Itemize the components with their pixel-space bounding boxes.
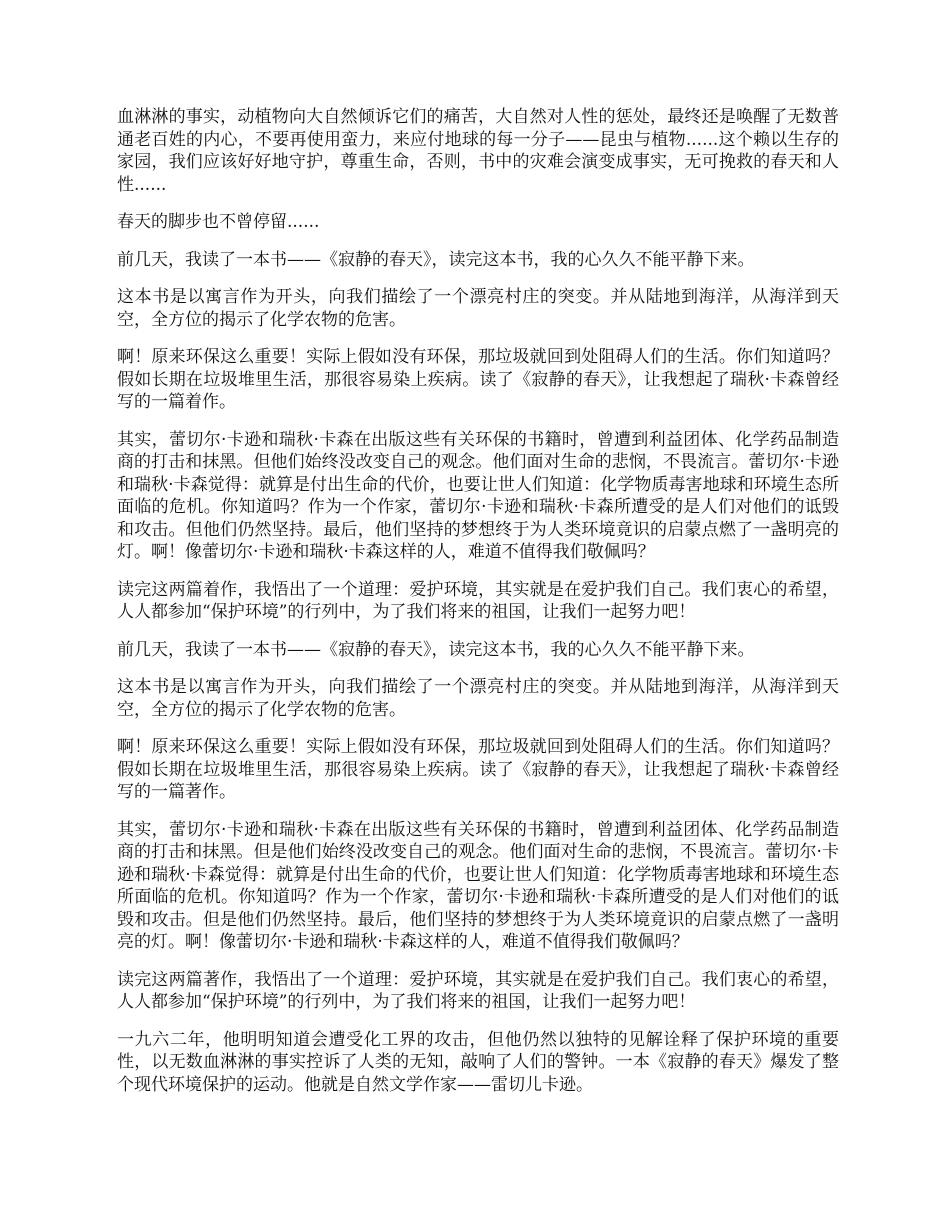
paragraph-4: 这本书是以寓言作为开头，向我们描绘了一个漂亮村庄的突变。并从陆地到海洋，从海洋到天空，全方位的揭示了化学农物的危害。 xyxy=(117,287,839,330)
paragraph-5: 啊！原来环保这么重要！实际上假如没有环保，那垃圾就回到处阻碍人们的生活。你们知道吗？假如长期在垃圾堆里生活，那很容易染上疾病。读了《寂静的春天》，让我想起了瑞秋·卡森曾经写的一篇着作。 xyxy=(117,347,839,412)
paragraph-7: 读完这两篇着作，我悟出了一个道理：爱护环境，其实就是在爱护我们自己。我们衷心的希望，人人都参加“保护环境”的行列中，为了我们将来的祖国，让我们一起努力吧！ xyxy=(117,579,839,622)
paragraph-8: 前几天，我读了一本书——《寂静的春天》，读完这本书，我的心久久不能平静下来。 xyxy=(117,639,755,660)
document-body xyxy=(117,106,839,1111)
paragraph-6: 其实，蕾切尔·卡逊和瑞秋·卡森在出版这些有关环保的书籍时，曾遭到利益团体、化学药品制造商的打击和抹黑。但他们始终没改变自己的观念。他们面对生命的悲悯，不畏流言。蕾切尔·卡逊和瑞秋·卡森觉得：就算是付出生命的代价，也要让世人们知道：化学物质毒害地球和环境生态所面临的危机。你知道吗？作为一个作家，蕾切尔·卡逊和瑞秋·卡森所遭受的是人们对他们的诋毁和攻击。但他们仍然坚持。最后，他们坚持的梦想终于为人类环境竟识的启蒙点燃了一盏明亮的灯。啊！像蕾切尔·卡逊和瑞秋·卡森这样的人，难道不值得我们敬佩吗？ xyxy=(117,429,839,562)
paragraph-13: 一九六二年，他明明知道会遭受化工界的攻击，但他仍然以独特的见解诠释了保护环境的重要性，以无数血淋淋的事实控诉了人类的无知，敲响了人们的警钟。一本《寂静的春天》爆发了整个现代环境保护的运动。他就是自然文学作家——雷切儿卡逊。 xyxy=(117,1029,839,1095)
paragraph-2: 春天的脚步也不曾停留...... xyxy=(117,212,320,232)
paragraph-3: 前几天，我读了一本书——《寂静的春天》，读完这本书，我的心久久不能平静下来。 xyxy=(117,249,755,270)
paragraph-11: 其实，蕾切尔·卡逊和瑞秋·卡森在出版这些有关环保的书籍时，曾遭到利益团体、化学药品制造商的打击和抹黑。但是他们始终没改变自己的观念。他们面对生命的悲悯，不畏流言。蕾切尔·卡逊和瑞秋·卡森觉得：就算是付出生命的代价，也要让世人们知道：化学物质毒害地球和环境生态所面临的危机。你知道吗？作为一个作家，蕾切尔·卡逊和瑞秋·卡森所遭受的是人们对他们的诋毁和攻击。但是他们仍然坚持。最后，他们坚持的梦想终于为人类环境竟识的启蒙点燃了一盏明亮的灯。啊！像蕾切尔·卡逊和瑞秋·卡森这样的人，难道不值得我们敬佩吗？ xyxy=(117,819,839,952)
paragraph-1: 血淋淋的事实，动植物向大自然倾诉它们的痛苦，大自然对人性的惩处，最终还是唤醒了无数普通老百姓的内心，不要再使用蛮力，来应付地球的每一分子——昆虫与植物......这个赖以生存的家园，我们应该好好地守护，尊重生命，否则，书中的灾难会演变成事实，无可挽救的春天和人性...... xyxy=(117,107,839,195)
paragraph-12: 读完这两篇著作，我悟出了一个道理：爱护环境，其实就是在爱护我们自己。我们衷心的希望，人人都参加“保护环境”的行列中，为了我们将来的祖国，让我们一起努力吧！ xyxy=(117,969,839,1012)
paragraph-10: 啊！原来环保这么重要！实际上假如没有环保，那垃圾就回到处阻碍人们的生活。你们知道吗？假如长期在垃圾堆里生活，那很容易染上疾病。读了《寂静的春天》，让我想起了瑞秋·卡森曾经写的一篇著作。 xyxy=(117,737,839,802)
paragraph-9: 这本书是以寓言作为开头，向我们描绘了一个漂亮村庄的突变。并从陆地到海洋，从海洋到天空，全方位的揭示了化学农物的危害。 xyxy=(117,677,839,720)
